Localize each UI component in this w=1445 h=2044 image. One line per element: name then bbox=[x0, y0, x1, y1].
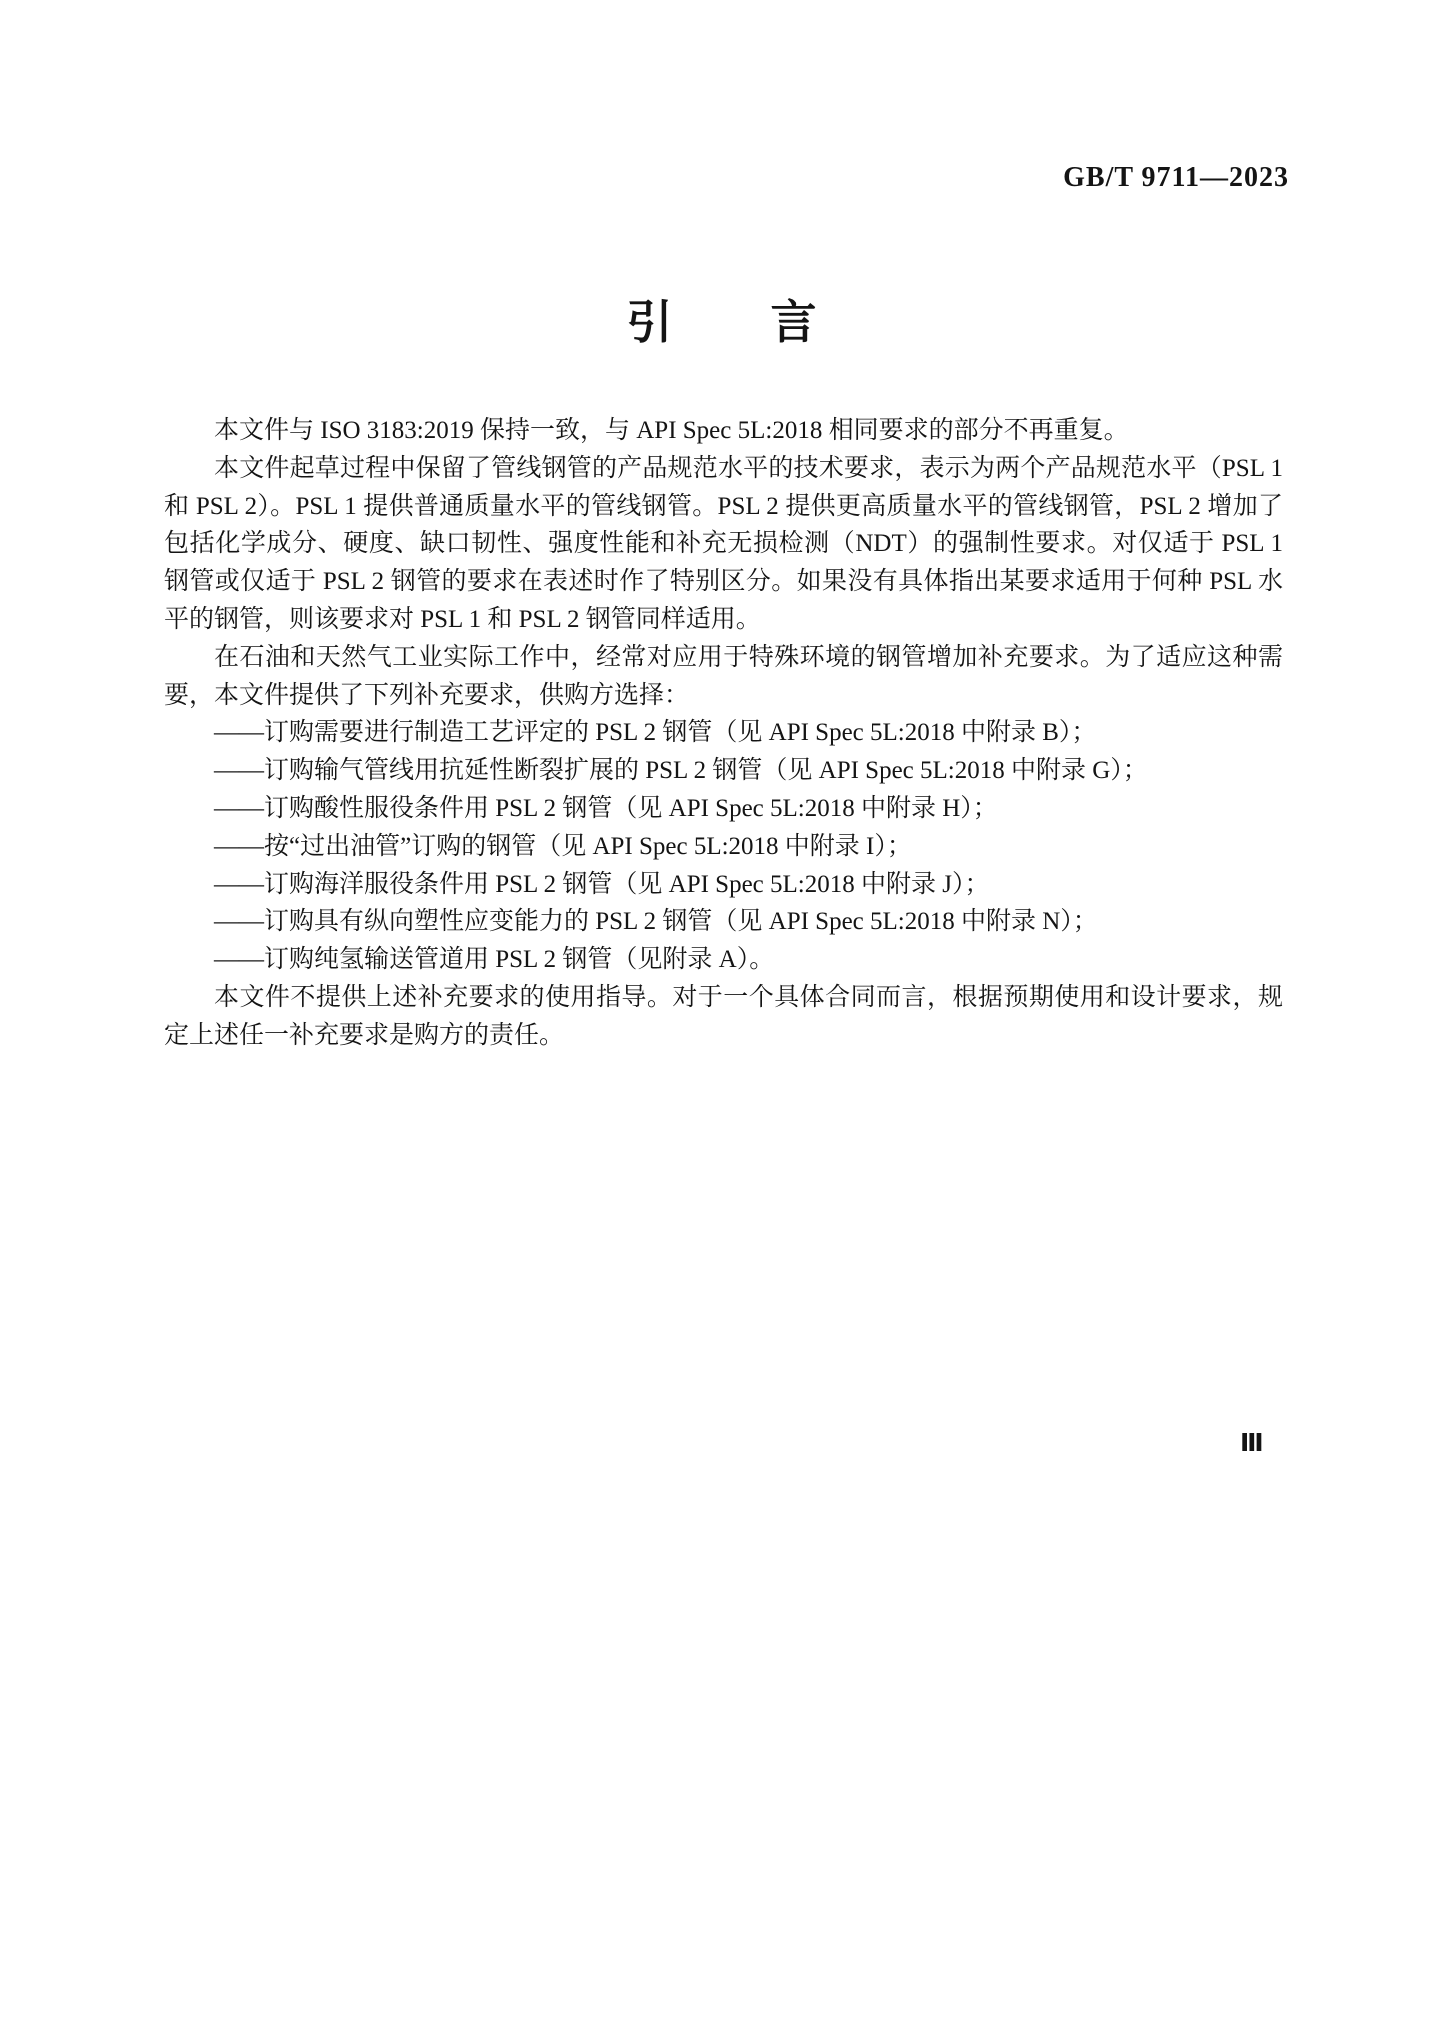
document-body bbox=[164, 412, 1283, 1055]
paragraph-intro-consistency: 本文件与 ISO 3183:2019 保持一致，与 API Spec 5L:2018 相同要求的部分不再重复。 bbox=[214, 417, 1129, 444]
supplement-item: ——订购具有纵向塑性应变能力的 PSL 2 钢管（见 API Spec 5L:2018 中附录 N）； bbox=[214, 908, 1098, 936]
paragraph-psl-levels: 本文件起草过程中保留了管线钢管的产品规范水平的技术要求，表示为两个产品规范水平（PSL 1 和 PSL 2）。PSL 1 提供普通质量水平的管线钢管。PSL 2 提供更高质量水平的管线钢管，PSL 2 增加了包括化学成分、硬度、缺口韧性、强度性能和补充无损检测（NDT）的强制性要求。对仅适于 PSL 1 钢管或仅适于 PSL 2 钢管的要求在表述时作了特别区分。如果没有具体指出某要求适用于何种 PSL 水平的钢管，则该要求对 PSL 1 和 PSL 2 钢管同样适用。 bbox=[164, 454, 1283, 633]
paragraph-supplement-intro: 在石油和天然气工业实际工作中，经常对应用于特殊环境的钢管增加补充要求。为了适应这种需要，本文件提供了下列补充要求，供购方选择： bbox=[164, 643, 1283, 709]
supplement-item: ——订购纯氢输送管道用 PSL 2 钢管（见附录 A）。 bbox=[214, 946, 775, 974]
paragraph-closing-responsibility: 本文件不提供上述补充要求的使用指导。对于一个具体合同而言，根据预期使用和设计要求，规定上述任一补充要求是购方的责任。 bbox=[164, 983, 1283, 1049]
supplement-item: ——订购酸性服役条件用 PSL 2 钢管（见 API Spec 5L:2018 中附录 H）； bbox=[214, 794, 998, 822]
supplement-item: ——订购海洋服役条件用 PSL 2 钢管（见 API Spec 5L:2018 中附录 J）； bbox=[214, 870, 990, 898]
supplement-item: ——按“过出油管”订购的钢管（见 API Spec 5L:2018 中附录 I）； bbox=[214, 832, 912, 860]
standard-code: GB/T 9711—2023 bbox=[1063, 162, 1289, 193]
supplement-item: ——订购需要进行制造工艺评定的 PSL 2 钢管（见 API Spec 5L:2018 中附录 B）； bbox=[214, 719, 1097, 747]
page-title: 引 言 bbox=[626, 296, 819, 348]
page-number: Ⅲ bbox=[1240, 1428, 1264, 1457]
supplement-item: ——订购输气管线用抗延性断裂扩展的 PSL 2 钢管（见 API Spec 5L:2018 中附录 G）； bbox=[214, 757, 1148, 785]
